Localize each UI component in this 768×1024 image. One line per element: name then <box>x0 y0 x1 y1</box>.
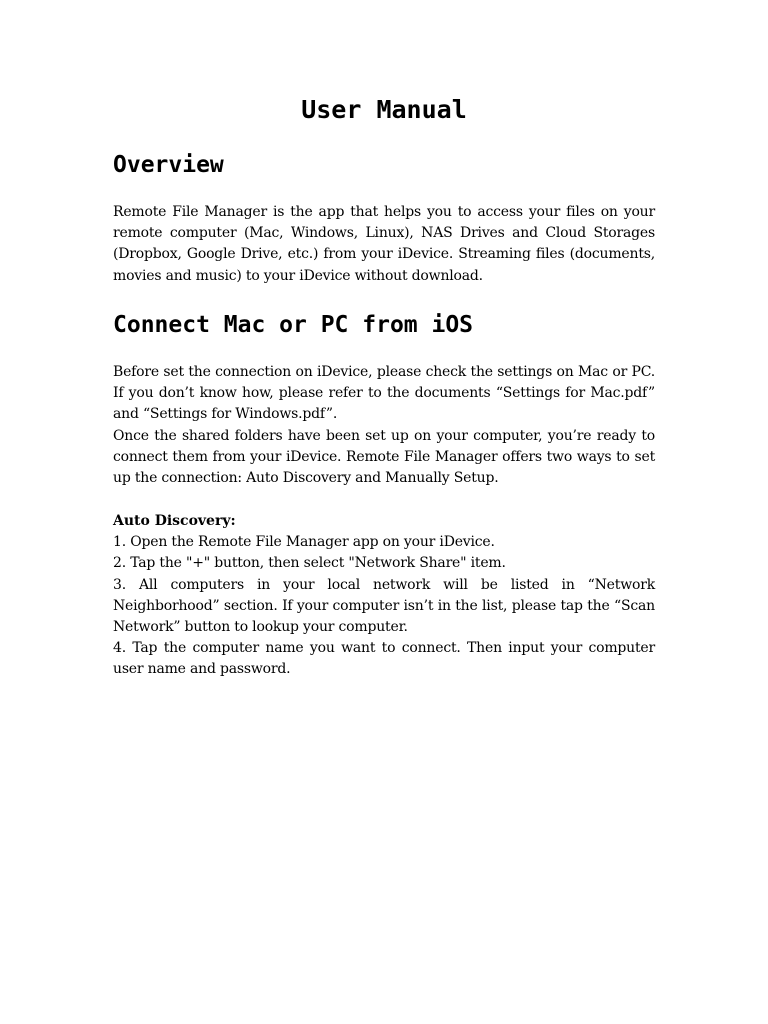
overview-heading: Overview <box>113 152 224 178</box>
auto-discovery-heading: Auto Discovery: <box>113 513 236 529</box>
overview-paragraph: Remote File Manager is the app that helps you to access your files on your remote computer (Mac, Windows, Linux), NAS Drives and Cloud Storages (Dropbox, Google Drive, etc.) from your iDevice. Streaming files (documents, movies and music) to your iDevice without download. <box>113 204 655 284</box>
connect-paragraph-setup-ways: Once the shared folders have been set up on your computer, you’re ready to connect them from your iDevice. Remote File Manager offers two ways to set up the connection: Auto Discovery and Manually Setup. <box>113 428 655 487</box>
connect-heading: Connect Mac or PC from iOS <box>113 312 474 338</box>
auto-discovery-step: 2. Tap the "+" button, then select "Network Share" item. <box>113 555 506 572</box>
document-title: User Manual <box>301 95 467 124</box>
auto-discovery-step: 4. Tap the computer name you want to connect. Then input your computer user name and password. <box>113 640 655 678</box>
auto-discovery-step: 1. Open the Remote File Manager app on your iDevice. <box>113 534 495 551</box>
auto-discovery-section <box>113 511 655 681</box>
auto-discovery-step: 3. All computers in your local network will be listed in “Network Neighborhood” section. If your computer isn’t in the list, please tap the “Scan Network” button to lookup your computer. <box>113 576 655 636</box>
auto-discovery-steps <box>113 532 655 680</box>
connect-paragraph-settings: Before set the connection on iDevice, please check the settings on Mac or PC. If you don’t know how, please refer to the documents “Settings for Mac.pdf” and “Settings for Windows.pdf”. <box>113 364 655 423</box>
